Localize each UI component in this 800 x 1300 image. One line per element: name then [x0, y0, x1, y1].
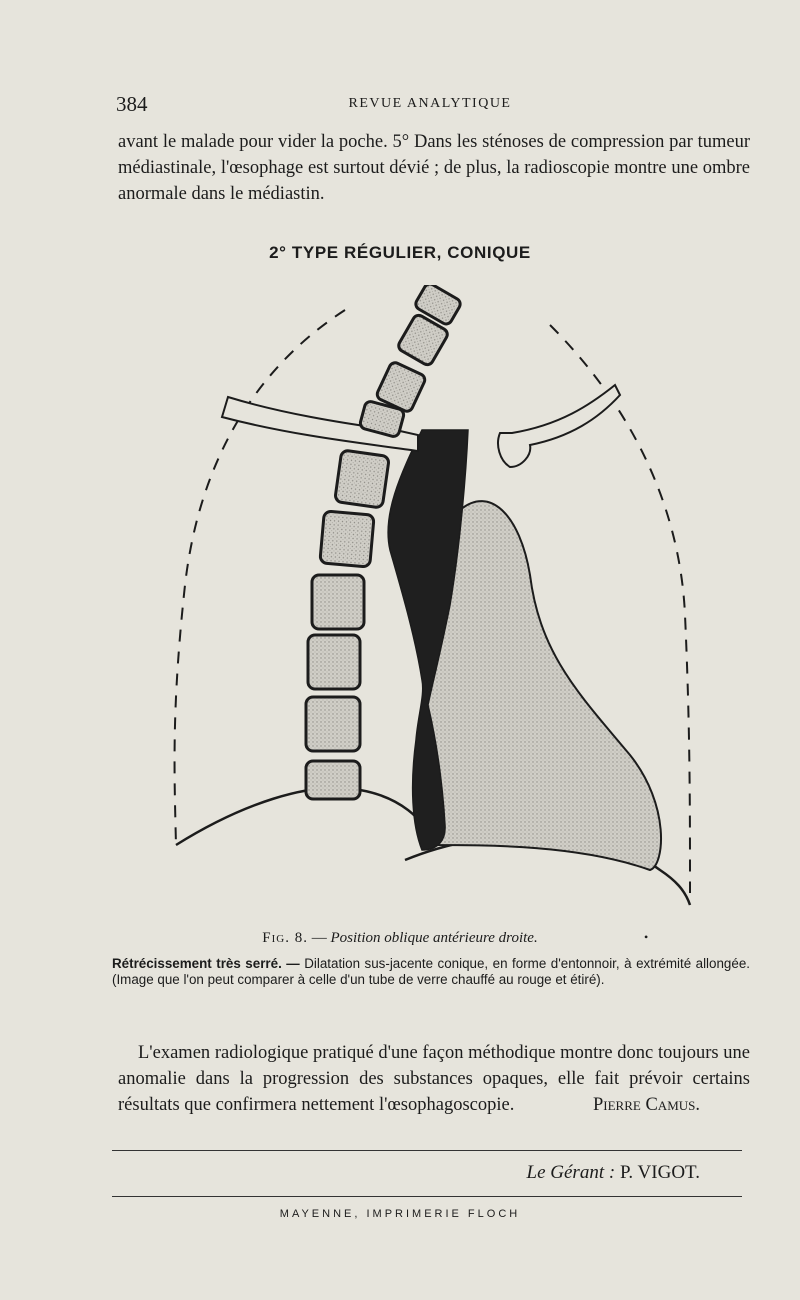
figure-esophagus-radiograph [160, 285, 700, 915]
page-number: 384 [116, 92, 148, 116]
caption-dash: — [308, 930, 331, 946]
right-clavicle [498, 385, 620, 467]
divider-rule [112, 1150, 742, 1151]
caption-bullet: • [644, 930, 649, 944]
vertebra [320, 511, 374, 567]
body-paragraph-1 [118, 129, 750, 207]
esophagus-diagram [160, 285, 700, 915]
legend-lead: Rétrécissement très serré. — [112, 956, 300, 971]
gerant-name: P. VIGOT. [619, 1162, 700, 1183]
figure-label: Fig. 8. [262, 930, 308, 946]
gerant-line [0, 1162, 700, 1184]
author-signature: Pierre Camus. [593, 1095, 700, 1115]
printer-imprint: MAYENNE, IMPRIMERIE FLOCH [279, 1208, 521, 1220]
figure-title: Position oblique antérieure droite. [330, 930, 538, 946]
figure-caption [0, 930, 800, 947]
running-head: REVUE ANALYTIQUE [348, 96, 512, 111]
vertebra [312, 575, 364, 629]
vertebra [335, 450, 390, 508]
heart-shadow [424, 501, 661, 870]
vertebra [306, 697, 360, 751]
section-title: 2° TYPE RÉGULIER, CONIQUE [269, 243, 531, 262]
legend-text: Dilatation sus-jacente conique, en forme d'entonnoir, à extrémité allongée. (Image que l'on peut comparer à celle d'un tube de verre chauffé au rouge et étiré). [112, 956, 750, 987]
figure-legend [112, 956, 750, 988]
vertebra [306, 761, 360, 799]
divider-rule [112, 1196, 742, 1197]
left-diaphragm [176, 788, 430, 845]
paragraph-text: L'examen radiologique pratiqué d'une façon méthodique montre donc toujours une anomalie dans la progression des substances opaques, elle fait prévoir certains résultats que confirmera nettement l'œsophagoscopie. [118, 1043, 750, 1115]
gerant-label: Le Gérant : [526, 1162, 616, 1183]
page-header [110, 92, 750, 118]
paragraph-text: avant le malade pour vider la poche. 5° Dans les sténoses de compression par tumeur médiastinale, l'œsophage est surtout dévié ; de plus, la radioscopie montre une ombre anormale dans le médiastin. [118, 132, 750, 204]
vertebra [308, 635, 360, 689]
body-paragraph-2 [118, 1040, 750, 1118]
